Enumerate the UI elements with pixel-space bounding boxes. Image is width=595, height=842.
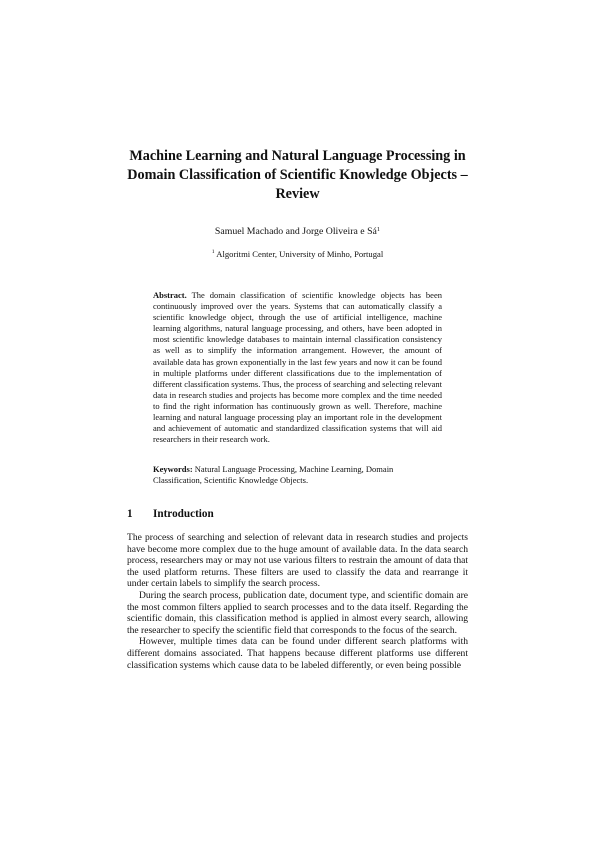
affiliation-text: Algoritmi Center, University of Minho, Portugal <box>216 249 384 259</box>
keywords <box>153 464 442 486</box>
abstract <box>153 290 442 445</box>
body-paragraph: During the search process, publication date, document type, and scientific domain are the most common filters applied to search processes and to the data itself. Regarding the scientific domain, this classification method is applied in almost every search, allowing the researcher to specify the scientific field that corresponds to the focus of the search. <box>127 589 468 636</box>
abstract-text: The domain classification of scientific knowledge objects has been continuously improved over the years. Systems that can automatically classify a scientific knowledge object, through the use of artificial intelligence, machine learning algorithms, natural language processing, and others, have been adopted in most scientific knowledge databases to maintain internal classification consistency as well as to simplify the information arrangement. However, the amount of available data has grown exponentially in the last few years and now it can be found in multiple platforms under different classifications due to the implementation of different classification systems. Thus, the process of searching and selecting relevant data in research studies and projects has become more complex and the time needed to find the right information has continuously grown as well. Therefore, machine learning and natural language processing play an important role in the development and achievement of automatic and standardized classification systems that will aid researchers in their research work. <box>153 290 442 445</box>
keywords-label: Keywords: <box>153 464 193 474</box>
affiliation-marker: 1 <box>211 249 215 255</box>
body-paragraph: The process of searching and selection of relevant data in research studies and projects have become more complex due to the huge amount of available data. In the data search process, researchers may or may not use various filters to restrain the amount of data that the used platform returns. These filters are used to classify the data and rearrange it under certain labels to simplify the search process. <box>127 532 468 590</box>
authors-names: Samuel Machado and Jorge Oliveira e Sá <box>214 226 377 237</box>
abstract-label: Abstract. <box>153 290 187 300</box>
section-number: 1 <box>127 508 133 520</box>
body-paragraph: However, multiple times data can be found under different search platforms with different domains associated. That happens because different platforms use different classification systems which cause data to be labeled differently, or even being possible <box>127 636 468 671</box>
keywords-text: Natural Language Processing, Machine Learning, Domain Classification, Scientific Knowledge Objects. <box>153 464 394 486</box>
paper-title: Machine Learning and Natural Language Processing in Domain Classification of Scientific Knowledge Objects – Review <box>127 148 468 202</box>
paper-authors <box>120 226 475 238</box>
section-title: Introduction <box>153 508 214 520</box>
section-body <box>127 532 468 671</box>
paper-affiliation <box>120 249 475 260</box>
section-heading <box>127 507 467 521</box>
authors-affiliation-marker: 1 <box>376 226 381 233</box>
